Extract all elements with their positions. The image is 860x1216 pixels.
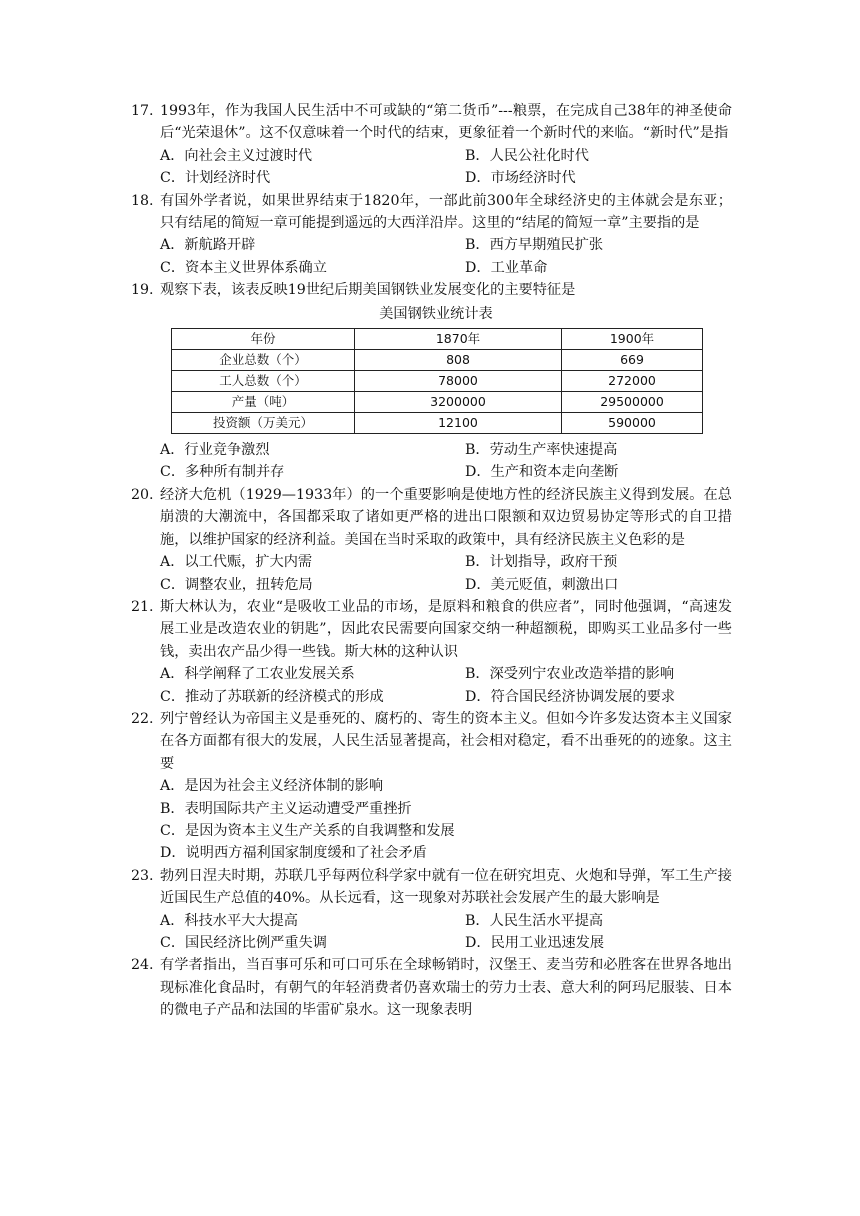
option-b[interactable]: B．劳动生产率快速提高 <box>465 442 618 459</box>
table-cell: 工人总数（个） <box>172 371 355 392</box>
options <box>160 551 732 596</box>
question-number: 19. <box>131 282 154 299</box>
question-22 <box>0 708 860 865</box>
question-stem: 1993年，作为我国人民生活中不可或缺的“第二货币”---粮票，在完成自己38年的神圣使命后“光荣退休”。这不仅意味着一个时代的结束，更象征着一个新时代的来临。“新时代”是指 <box>160 103 732 142</box>
option-c[interactable]: C．国民经济比例严重失调 <box>160 935 327 951</box>
table-cell: 产量（吨） <box>172 392 355 413</box>
table-cell: 企业总数（个） <box>172 350 355 371</box>
option-d[interactable]: D．符合国民经济协调发展的要求 <box>465 688 676 705</box>
table-cell: 808 <box>355 350 562 371</box>
option-c[interactable]: C．调整农业，扭转危局 <box>160 576 313 593</box>
question-stem: 勃列日涅夫时期，苏联几乎每两位科学家中就有一位在研究坦克、火炮和导弹，军工生产接近国民生产总值的40%。从长远看，这一现象对苏联社会发展产生的最大影响是 <box>160 867 732 907</box>
options <box>160 145 732 190</box>
table-cell: 272000 <box>562 371 703 392</box>
steel-statistics-table <box>171 328 703 434</box>
table-header-row <box>172 329 703 350</box>
table-cell: 669 <box>562 350 703 371</box>
table-cell: 78000 <box>355 371 562 392</box>
exam-page <box>0 100 860 1022</box>
option-d[interactable]: D．市场经济时代 <box>465 170 576 187</box>
options <box>160 234 732 279</box>
table-header-cell: 1900年 <box>562 329 703 350</box>
question-17 <box>0 100 860 190</box>
question-21 <box>0 596 860 708</box>
question-number: 21. <box>131 598 154 615</box>
table-cell: 590000 <box>562 413 703 434</box>
question-stem: 列宁曾经认为帝国主义是垂死的、腐朽的、寄生的资本主义。但如今许多发达资本主义国家在各方面都有很大的发展，人民生活显著提高，社会相对稳定，看不出垂死的的迹象。这主要 <box>160 710 732 772</box>
option-d[interactable]: D．工业革命 <box>465 259 548 276</box>
options <box>160 663 732 708</box>
question-18 <box>0 190 860 280</box>
table-cell: 3200000 <box>355 392 562 413</box>
options <box>160 439 732 484</box>
option-b[interactable]: B．计划指导，政府干预 <box>465 554 618 571</box>
option-c[interactable]: C．推动了苏联新的经济模式的形成 <box>160 688 384 705</box>
option-c[interactable]: C．多种所有制并存 <box>160 464 285 481</box>
option-a[interactable]: A．行业竞争激烈 <box>160 442 270 459</box>
question-stem: 观察下表，该表反映19世纪后期美国钢铁业发展变化的主要特征是 <box>160 282 576 299</box>
question-number: 23. <box>131 867 154 884</box>
table-cell: 12100 <box>355 413 562 434</box>
option-a[interactable]: A．科技水平大大提高 <box>160 912 298 929</box>
table-header-cell: 1870年 <box>355 329 562 350</box>
question-20 <box>0 484 860 596</box>
table-row <box>172 392 703 413</box>
option-b[interactable]: B．表明国际共产主义运动遭受严重挫折 <box>160 800 412 817</box>
option-a[interactable]: A．以工代赈，扩大内需 <box>160 554 313 571</box>
table-cell: 29500000 <box>562 392 703 413</box>
question-number: 22. <box>131 710 154 727</box>
option-a[interactable]: A．新航路开辟 <box>160 237 256 254</box>
table-header-cell: 年份 <box>172 329 355 350</box>
option-b[interactable]: B．深受列宁农业改造举措的影响 <box>465 666 675 683</box>
option-b[interactable]: B．人民生活水平提高 <box>465 912 604 929</box>
table-row <box>172 413 703 434</box>
question-number: 20. <box>131 486 154 503</box>
question-stem: 有学者指出，当百事可乐和可口可乐在全球畅销时，汉堡王、麦当劳和必胜客在世界各地出现标准化食品时，有朝气的年轻消费者仍喜欢瑞士的劳力士表、意大利的阿玛尼服装、日本的微电子产品和法国的毕雷矿泉水。这一现象表明 <box>160 957 732 1019</box>
option-c[interactable]: C．是因为资本主义生产关系的自我调整和发展 <box>160 822 455 839</box>
question-number: 24. <box>131 957 154 974</box>
option-d[interactable]: D．说明西方福利国家制度缓和了社会矛盾 <box>160 845 427 862</box>
option-b[interactable]: B．人民公社化时代 <box>465 147 589 164</box>
question-24 <box>0 954 860 1021</box>
option-d[interactable]: D．生产和资本走向垄断 <box>465 464 619 481</box>
question-23 <box>0 865 860 955</box>
options <box>160 910 732 955</box>
question-number: 18. <box>131 192 154 209</box>
option-a[interactable]: A．向社会主义过渡时代 <box>160 147 313 164</box>
question-stem: 斯大林认为，农业“是吸收工业品的市场，是原料和粮食的供应者”，同时他强调，“高速发展工业是改造农业的钥匙”，因此农民需要向国家交纳一种超额税，即购买工业品多付一些钱，卖出农产品少得一些钱。斯大林的这种认识 <box>160 598 732 660</box>
question-number: 17. <box>131 103 154 119</box>
option-c[interactable]: C．计划经济时代 <box>160 170 271 187</box>
option-d[interactable]: D．民用工业迅速发展 <box>465 935 605 951</box>
table-cell: 投资额（万美元） <box>172 413 355 434</box>
option-b[interactable]: B．西方早期殖民扩张 <box>465 237 604 254</box>
option-a[interactable]: A．科学阐释了工农业发展关系 <box>160 666 355 683</box>
question-19 <box>0 279 860 484</box>
options <box>160 775 732 865</box>
option-d[interactable]: D．美元贬值，刺激出口 <box>465 576 619 593</box>
question-stem: 有国外学者说，如果世界结束于1820年，一部此前300年全球经济史的主体就会是东亚；只有结尾的简短一章可能提到遥远的大西洋沿岸。这里的“结尾的简短一章”主要指的是 <box>160 192 732 232</box>
table-row <box>172 371 703 392</box>
option-a[interactable]: A．是因为社会主义经济体制的影响 <box>160 778 384 795</box>
option-c[interactable]: C．资本主义世界体系确立 <box>160 259 327 276</box>
table-row <box>172 350 703 371</box>
question-stem: 经济大危机（1929—1933年）的一个重要影响是使地方性的经济民族主义得到发展。在总崩溃的大潮流中，各国都采取了诸如更严格的进出口限额和双边贸易协定等形式的自卫措施，以维护国家的经济利益。美国在当时采取的政策中，具有经济民族主义色彩的是 <box>160 486 732 548</box>
table-caption: 美国钢铁业统计表 <box>379 305 493 322</box>
